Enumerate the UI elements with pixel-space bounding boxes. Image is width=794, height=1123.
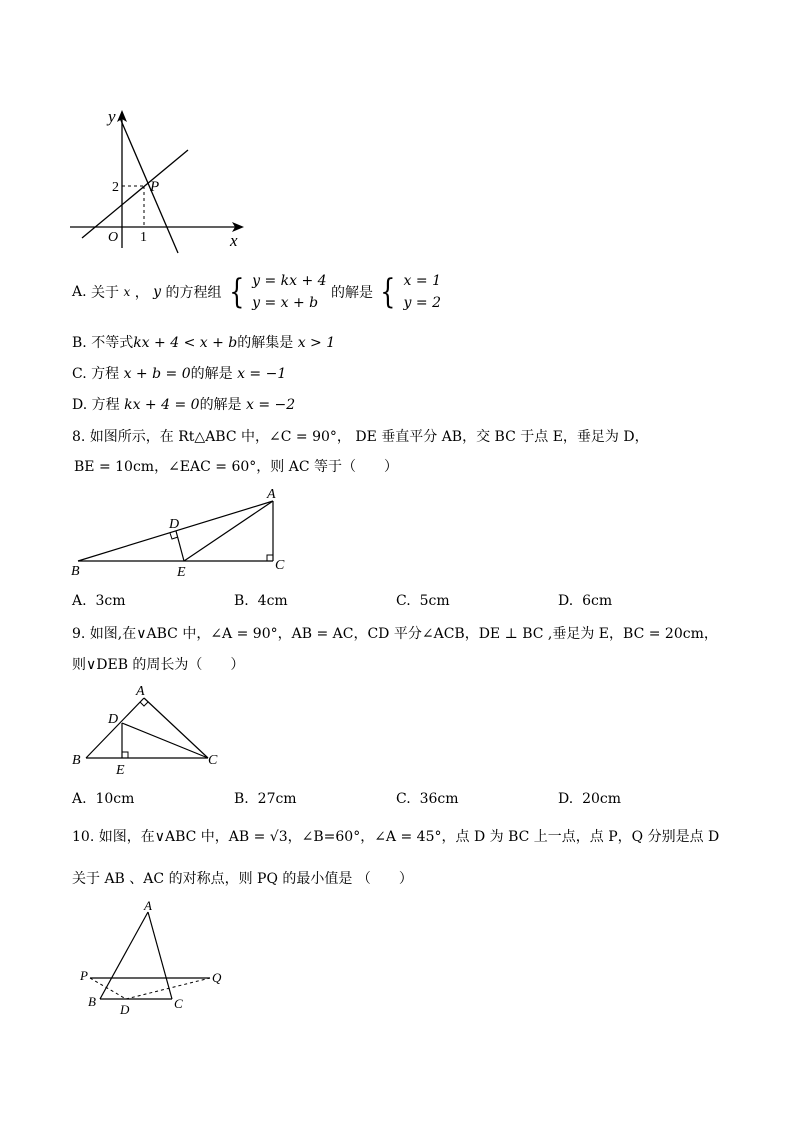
label-c: C: [275, 558, 285, 573]
q8-option-b[interactable]: B. 4cm: [234, 593, 288, 609]
q8-question-line2: BE = 10cm，∠EAC = 60°，则 AC 等于（ ）: [74, 459, 399, 475]
option-letter: A.: [72, 284, 87, 300]
label-b: B: [72, 753, 81, 768]
label-origin: O: [108, 230, 119, 245]
label-c: C: [208, 753, 218, 768]
label-b: B: [88, 994, 96, 1009]
q9-option-d[interactable]: D. 20cm: [558, 791, 622, 807]
label-a: A: [267, 487, 276, 502]
label-q: Q: [212, 970, 222, 985]
line-y-x-b: [82, 150, 188, 238]
q8-option-c[interactable]: C. 5cm: [396, 593, 450, 609]
label-two: 2: [112, 180, 119, 195]
label-x: x: [230, 231, 238, 250]
label-y: y: [108, 107, 116, 126]
q9-question-line2: 则∨DEB 的周长为（ ）: [72, 657, 245, 673]
label-e: E: [116, 763, 125, 776]
q7-graph-figure: [60, 100, 260, 255]
q9-option-b[interactable]: B. 27cm: [234, 791, 297, 807]
solution-system: x = 1 y = 2: [403, 273, 441, 311]
q9-triangle-figure: [66, 680, 226, 776]
label-d: D: [108, 712, 119, 727]
q9-option-a[interactable]: A. 10cm: [72, 791, 135, 807]
q10-question-line1: 10. 如图，在∨ABC 中，AB = √3，∠B=60°，∠A = 45°，点 D 为 BC 上一点，点 P，Q 分别是点 D: [72, 829, 720, 845]
q9-question-line1: 9. 如图,在∨ABC 中，∠A = 90°，AB = AC，CD 平分∠ACB，DE ⊥ BC ,垂足为 E，BC = 20cm，: [72, 626, 718, 642]
label-c: C: [174, 996, 183, 1011]
q7-option-a[interactable]: A. 关于 x ， y 的方程组 { y = kx + 4 y = x + b 的解是 { x = 1 y = 2: [72, 272, 441, 312]
q8-option-d[interactable]: D. 6cm: [558, 593, 613, 609]
brace-icon: {: [380, 272, 396, 312]
q8-triangle-figure: [66, 484, 296, 580]
q10-question-line2: 关于 AB 、AC 的对称点，则 PQ 的最小值是 （ ）: [72, 871, 413, 887]
label-d: D: [169, 517, 180, 532]
q9-option-c[interactable]: C. 36cm: [396, 791, 459, 807]
label-p: P: [80, 968, 88, 983]
label-one: 1: [140, 230, 147, 245]
label-d: D: [120, 1002, 130, 1017]
label-a: A: [144, 898, 152, 913]
label-a: A: [136, 684, 145, 699]
equation-system: y = kx + 4 y = x + b: [252, 273, 327, 311]
q8-option-a[interactable]: A. 3cm: [72, 593, 126, 609]
q7-option-b[interactable]: B. 不等式kx + 4 < x + b的解集是 x > 1: [72, 335, 336, 351]
label-e: E: [177, 565, 186, 580]
q8-question-line1: 8. 如图所示，在 Rt△ABC 中，∠C = 90°， DE 垂直平分 AB，交 BC 于点 E，垂足为 D，: [72, 429, 649, 445]
q7-option-d[interactable]: D. 方程 kx + 4 = 0的解是 x = −2: [72, 397, 296, 413]
brace-icon: {: [229, 272, 245, 312]
label-point-p: P: [150, 179, 160, 195]
label-b: B: [71, 564, 80, 579]
q10-triangle-figure: [70, 896, 240, 1021]
q7-option-c[interactable]: C. 方程 x + b = 0的解是 x = −1: [72, 366, 287, 382]
